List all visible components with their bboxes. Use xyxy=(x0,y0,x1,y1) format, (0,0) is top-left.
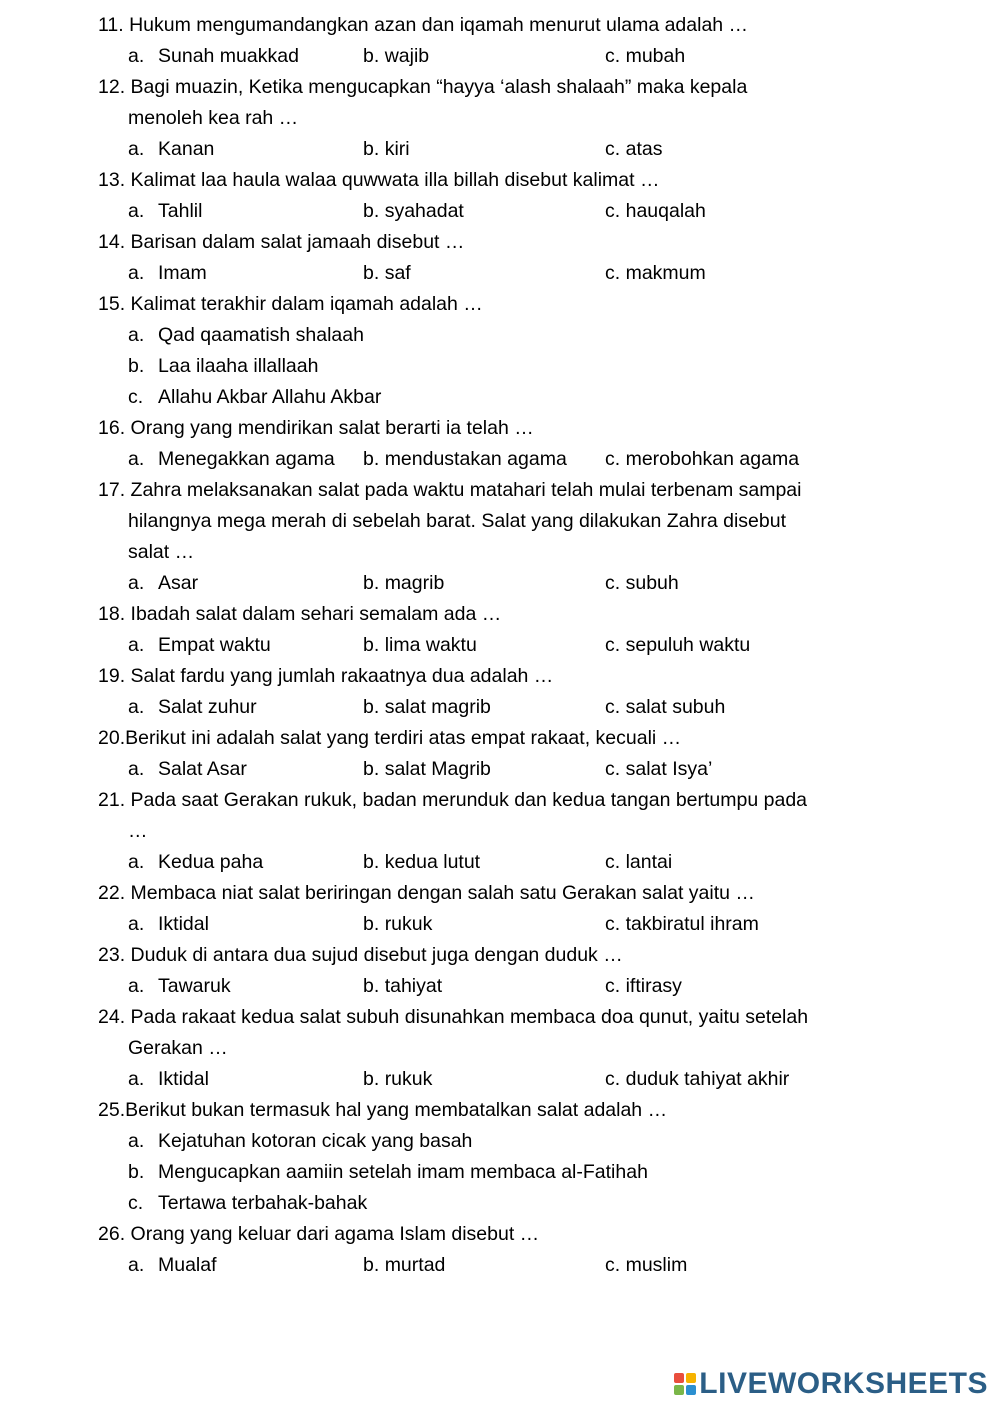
question-line: Bagi muazin, Ketika mengucapkan “hayya ‘alash shalaah” maka kepala xyxy=(130,76,748,98)
options-row xyxy=(0,134,1000,165)
option-text: takbiratul ihram xyxy=(625,913,759,935)
option-a xyxy=(0,1126,1000,1157)
option-a xyxy=(0,320,1000,351)
liveworksheets-logo xyxy=(674,1366,988,1402)
option-text: Laa ilaaha illallaah xyxy=(158,355,319,377)
option-letter: b. xyxy=(363,634,380,656)
option-b xyxy=(0,351,1000,382)
option-text: hauqalah xyxy=(625,200,706,222)
option-letter: c. xyxy=(128,1192,144,1214)
option-c xyxy=(605,444,799,475)
options-row xyxy=(0,847,1000,878)
question-line: Berikut bukan termasuk hal yang membatalkan salat adalah … xyxy=(125,1099,668,1121)
option-text: Iktidal xyxy=(158,1068,209,1090)
option-text: Kedua paha xyxy=(158,851,264,873)
option-c xyxy=(605,692,725,723)
option-text: lantai xyxy=(625,851,673,873)
option-c xyxy=(605,971,682,1002)
option-b xyxy=(363,971,442,1002)
option-letter: a. xyxy=(128,324,145,346)
question-11 xyxy=(0,10,1000,72)
question-number: 21. xyxy=(98,789,126,811)
option-c xyxy=(605,754,712,785)
option-letter: b. xyxy=(363,758,380,780)
option-text: merobohkan agama xyxy=(625,448,800,470)
option-text: rukuk xyxy=(384,1068,433,1090)
question-text-continued xyxy=(0,1033,1000,1064)
option-letter: a. xyxy=(128,448,145,470)
question-line: Kalimat terakhir dalam iqamah adalah … xyxy=(130,293,483,315)
option-text: Tertawa terbahak-bahak xyxy=(158,1192,368,1214)
question-line: Membaca niat salat beriringan dengan salah satu Gerakan salat yaitu … xyxy=(130,882,755,904)
option-letter: c. xyxy=(605,200,621,222)
option-b xyxy=(363,909,432,940)
logo-square-2 xyxy=(686,1373,696,1383)
option-c xyxy=(605,41,685,72)
option-a xyxy=(128,1250,217,1281)
question-text xyxy=(0,940,1000,971)
option-b xyxy=(363,196,464,227)
options-row xyxy=(0,258,1000,289)
option-text: Mengucapkan aamiin setelah imam membaca al-Fatihah xyxy=(158,1161,648,1183)
option-letter: c. xyxy=(605,45,621,67)
option-text: Sunah muakkad xyxy=(158,45,299,67)
option-letter: a. xyxy=(128,262,145,284)
question-text xyxy=(0,1219,1000,1250)
option-c xyxy=(605,134,662,165)
option-c xyxy=(605,1250,687,1281)
option-letter: b. xyxy=(363,975,380,997)
option-letter: b. xyxy=(128,355,145,377)
liveworksheets-icon xyxy=(674,1373,696,1395)
option-letter: a. xyxy=(128,1068,145,1090)
question-line: Pada rakaat kedua salat subuh disunahkan membaca doa qunut, yaitu setelah xyxy=(130,1006,809,1028)
option-a xyxy=(128,630,271,661)
option-letter: b. xyxy=(363,696,380,718)
option-text: mendustakan agama xyxy=(384,448,567,470)
question-26 xyxy=(0,1219,1000,1281)
option-text: Kejatuhan kotoran cicak yang basah xyxy=(158,1130,473,1152)
option-text: murtad xyxy=(384,1254,446,1276)
option-letter: a. xyxy=(128,851,145,873)
option-text: tahiyat xyxy=(384,975,443,997)
question-line: Salat fardu yang jumlah rakaatnya dua adalah … xyxy=(130,665,554,687)
option-letter: a. xyxy=(128,1130,145,1152)
question-number: 13. xyxy=(98,169,126,191)
option-letter: b. xyxy=(363,45,380,67)
option-letter: c. xyxy=(128,386,144,408)
option-text: lima waktu xyxy=(384,634,477,656)
question-21 xyxy=(0,785,1000,878)
option-a xyxy=(128,692,257,723)
option-letter: a. xyxy=(128,696,145,718)
logo-square-3 xyxy=(674,1385,684,1395)
question-text xyxy=(0,661,1000,692)
option-text: Qad qaamatish shalaah xyxy=(158,324,364,346)
option-text: sepuluh waktu xyxy=(625,634,751,656)
question-number: 22. xyxy=(98,882,126,904)
option-letter: c. xyxy=(605,262,621,284)
question-number: 18. xyxy=(98,603,126,625)
option-a xyxy=(128,971,231,1002)
options-row xyxy=(0,909,1000,940)
question-number: 15. xyxy=(98,293,126,315)
option-text: duduk tahiyat akhir xyxy=(625,1068,790,1090)
question-25 xyxy=(0,1095,1000,1219)
option-text: Menegakkan agama xyxy=(158,448,335,470)
option-b xyxy=(363,692,491,723)
option-a xyxy=(128,134,214,165)
options-row xyxy=(0,444,1000,475)
option-letter: a. xyxy=(128,634,145,656)
question-15 xyxy=(0,289,1000,413)
option-letter: b. xyxy=(363,138,380,160)
option-c xyxy=(605,258,706,289)
option-text: syahadat xyxy=(384,200,464,222)
option-letter: a. xyxy=(128,1254,145,1276)
question-text-continued xyxy=(0,506,1000,537)
question-line: Gerakan … xyxy=(128,1037,228,1059)
option-text: kiri xyxy=(384,138,410,160)
option-letter: a. xyxy=(128,572,145,594)
question-line: Ibadah salat dalam sehari semalam ada … xyxy=(130,603,502,625)
option-letter: b. xyxy=(363,572,380,594)
option-letter: c. xyxy=(605,572,621,594)
question-number: 14. xyxy=(98,231,126,253)
option-text: Mualaf xyxy=(158,1254,217,1276)
logo-square-4 xyxy=(686,1385,696,1395)
question-number: 23. xyxy=(98,944,126,966)
option-letter: a. xyxy=(128,138,145,160)
question-text xyxy=(0,723,1000,754)
question-text xyxy=(0,599,1000,630)
option-letter: b. xyxy=(363,851,380,873)
option-text: salat Isya’ xyxy=(625,758,713,780)
question-text-continued xyxy=(0,103,1000,134)
option-letter: c. xyxy=(605,913,621,935)
option-letter: a. xyxy=(128,913,145,935)
question-text xyxy=(0,289,1000,320)
question-number: 19. xyxy=(98,665,126,687)
option-letter: b. xyxy=(128,1161,145,1183)
option-text: kedua lutut xyxy=(384,851,481,873)
options-row xyxy=(0,754,1000,785)
option-text: mubah xyxy=(625,45,686,67)
options-row xyxy=(0,1064,1000,1095)
options-row xyxy=(0,630,1000,661)
question-text xyxy=(0,227,1000,258)
option-text: Salat Asar xyxy=(158,758,247,780)
question-line: Barisan dalam salat jamaah disebut … xyxy=(130,231,465,253)
question-number: 24. xyxy=(98,1006,126,1028)
option-a xyxy=(128,444,335,475)
option-text: rukuk xyxy=(384,913,433,935)
option-text: atas xyxy=(625,138,663,160)
option-text: Tawaruk xyxy=(158,975,231,997)
option-letter: c. xyxy=(605,851,621,873)
question-text xyxy=(0,1002,1000,1033)
option-letter: c. xyxy=(605,696,621,718)
option-b xyxy=(363,847,480,878)
option-c xyxy=(605,196,706,227)
option-b xyxy=(363,568,444,599)
option-letter: a. xyxy=(128,45,145,67)
option-c xyxy=(605,630,750,661)
option-c xyxy=(0,1188,1000,1219)
worksheet xyxy=(0,10,1000,1281)
option-letter: c. xyxy=(605,138,621,160)
option-a xyxy=(128,196,202,227)
option-letter: c. xyxy=(605,1068,621,1090)
question-17 xyxy=(0,475,1000,599)
option-text: Salat zuhur xyxy=(158,696,257,718)
option-letter: b. xyxy=(363,262,380,284)
question-text xyxy=(0,413,1000,444)
option-b xyxy=(0,1157,1000,1188)
brand-text: LIVEWORKSHEETS xyxy=(699,1367,988,1400)
question-18 xyxy=(0,599,1000,661)
question-number: 20. xyxy=(98,727,126,749)
question-line: Orang yang mendirikan salat berarti ia telah … xyxy=(130,417,534,439)
question-text xyxy=(0,785,1000,816)
question-line: Hukum mengumandangkan azan dan iqamah menurut ulama adalah … xyxy=(129,14,749,36)
question-line: Orang yang keluar dari agama Islam disebut … xyxy=(130,1223,540,1245)
question-14 xyxy=(0,227,1000,289)
option-a xyxy=(128,258,207,289)
question-number: 12. xyxy=(98,76,126,98)
question-number: 11. xyxy=(98,14,124,36)
option-text: Iktidal xyxy=(158,913,209,935)
question-line: hilangnya mega merah di sebelah barat. Salat yang dilakukan Zahra disebut xyxy=(128,510,787,532)
option-c xyxy=(0,382,1000,413)
question-23 xyxy=(0,940,1000,1002)
question-text-continued xyxy=(0,537,1000,568)
option-text: salat subuh xyxy=(625,696,726,718)
question-number: 26. xyxy=(98,1223,126,1245)
question-text xyxy=(0,1095,1000,1126)
option-c xyxy=(605,1064,789,1095)
option-text: subuh xyxy=(625,572,679,594)
question-text xyxy=(0,165,1000,196)
options-row xyxy=(0,196,1000,227)
option-text: Imam xyxy=(158,262,207,284)
option-a xyxy=(128,754,247,785)
question-text-continued xyxy=(0,816,1000,847)
question-text xyxy=(0,10,1000,41)
option-c xyxy=(605,568,679,599)
option-letter: c. xyxy=(605,448,621,470)
question-text xyxy=(0,72,1000,103)
option-b xyxy=(363,754,491,785)
option-text: Kanan xyxy=(158,138,215,160)
question-19 xyxy=(0,661,1000,723)
options-row xyxy=(0,41,1000,72)
question-16 xyxy=(0,413,1000,475)
option-text: magrib xyxy=(384,572,445,594)
question-line: salat … xyxy=(128,541,195,563)
question-line: Kalimat laa haula walaa quwwata illa billah disebut kalimat … xyxy=(130,169,660,191)
option-letter: b. xyxy=(363,200,380,222)
option-text: salat magrib xyxy=(384,696,491,718)
question-13 xyxy=(0,165,1000,227)
option-text: Tahlil xyxy=(158,200,203,222)
question-12 xyxy=(0,72,1000,165)
option-text: saf xyxy=(384,262,411,284)
option-letter: a. xyxy=(128,758,145,780)
option-text: wajib xyxy=(384,45,430,67)
option-b xyxy=(363,1064,432,1095)
question-line: … xyxy=(128,820,148,842)
option-text: makmum xyxy=(625,262,706,284)
option-letter: b. xyxy=(363,1068,380,1090)
question-line: Berikut ini adalah salat yang terdiri atas empat rakaat, kecuali … xyxy=(125,727,682,749)
question-text xyxy=(0,878,1000,909)
option-a xyxy=(128,847,263,878)
option-b xyxy=(363,1250,445,1281)
options-row xyxy=(0,971,1000,1002)
option-c xyxy=(605,847,672,878)
option-text: Allahu Akbar Allahu Akbar xyxy=(158,386,382,408)
option-letter: c. xyxy=(605,975,621,997)
option-b xyxy=(363,444,567,475)
options-row xyxy=(0,1250,1000,1281)
question-line: Zahra melaksanakan salat pada waktu matahari telah mulai terbenam sampai xyxy=(130,479,802,501)
option-letter: c. xyxy=(605,1254,621,1276)
option-letter: c. xyxy=(605,758,621,780)
option-text: iftirasy xyxy=(625,975,682,997)
question-number: 17. xyxy=(98,479,126,501)
option-a xyxy=(128,909,209,940)
options-row xyxy=(0,692,1000,723)
option-letter: a. xyxy=(128,200,145,222)
option-text: muslim xyxy=(625,1254,688,1276)
options-row xyxy=(0,568,1000,599)
option-text: Empat waktu xyxy=(158,634,271,656)
question-number: 25. xyxy=(98,1099,126,1121)
option-letter: b. xyxy=(363,448,380,470)
question-line: Pada saat Gerakan rukuk, badan merunduk dan kedua tangan bertumpu pada xyxy=(130,789,808,811)
option-b xyxy=(363,134,410,165)
question-text xyxy=(0,475,1000,506)
option-a xyxy=(128,1064,209,1095)
option-c xyxy=(605,909,759,940)
option-text: salat Magrib xyxy=(384,758,491,780)
option-letter: b. xyxy=(363,1254,380,1276)
question-24 xyxy=(0,1002,1000,1095)
question-number: 16. xyxy=(98,417,126,439)
option-letter: a. xyxy=(128,975,145,997)
option-a xyxy=(128,568,198,599)
option-b xyxy=(363,258,411,289)
question-22 xyxy=(0,878,1000,940)
option-letter: b. xyxy=(363,913,380,935)
logo-square-1 xyxy=(674,1373,684,1383)
option-b xyxy=(363,630,477,661)
option-a xyxy=(128,41,299,72)
question-20 xyxy=(0,723,1000,785)
question-line: Duduk di antara dua sujud disebut juga dengan duduk … xyxy=(130,944,623,966)
option-text: Asar xyxy=(158,572,199,594)
question-line: menoleh kea rah … xyxy=(128,107,299,129)
option-b xyxy=(363,41,429,72)
option-letter: c. xyxy=(605,634,621,656)
